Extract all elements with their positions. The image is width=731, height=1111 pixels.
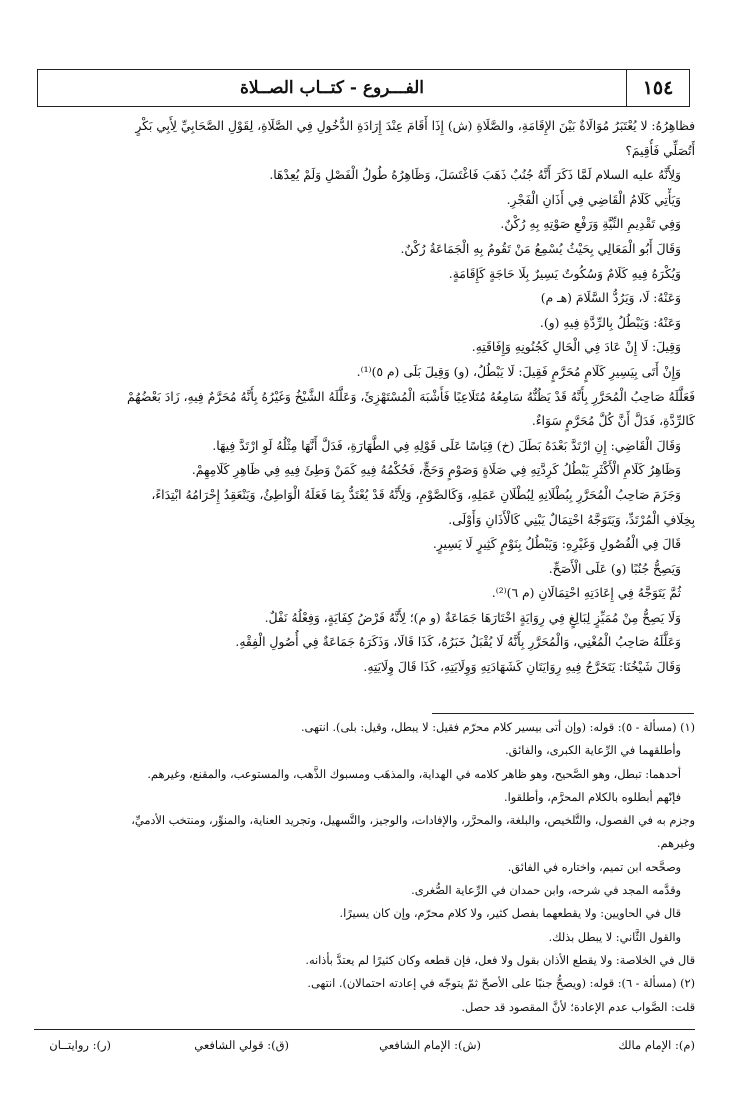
footnote-line: قلت: الصَّواب عدم الإعادة؛ لأنَّ المقصود قد حصل. <box>461 1000 695 1014</box>
legend-shafii-two: (ق): قولي الشافعي <box>194 1038 289 1052</box>
footnote-line: وغيرهم. <box>656 837 695 851</box>
footnote-line: أحدهما: تبطل، وهو الصَّحيح، وهو ظاهر كلامه في الهداية، والمذهَب ومسبوك الذَّهب، والمستوعب، والمقنع، وغيرهم. <box>147 767 681 781</box>
text-line: وَقَالَ الْقَاضِي: إِنِ ارْتَدَّ بَعْدَهُ بَطَلَ (خ) قِيَاسًا عَلَى قَوْلِهِ فِي الطَّهَارَةِ، فَدَلَّ أَنَّهَا مِثْلُهُ لَوِ ارْتَدَّ فِيهَا. <box>212 438 681 453</box>
text-line: وَيَصِحُّ جُنُبًا (و) عَلَى الْأَصَحِّ. <box>548 561 681 576</box>
text-line: وَفِي تَقْدِيمِ النِّيَّةِ وَرَفْعِ صَوْتِهِ بِهِ رُكْنٌ. <box>500 217 681 232</box>
text-line: وَعَلَّلَهُ صَاحِبُ الْمُغْنِي، وَالْمُحَرَّرِ بِأَنَّهُ لَا يُقْبَلُ خَبَرُهُ، كَذَا قَالَا، وَذَكَرَهُ جَمَاعَةٌ فِي أُصُولِ الْفِقْهِ. <box>235 635 681 650</box>
footnote-line: قال في الخلاصة: ولا يقطع الأذان بقول ولا فعل، فإن قطعه وكان كثيرًا لم يعتدَّ بأذانه. <box>305 953 695 967</box>
footnote-line: (١) (مسألة - ٥): قوله: (وإن أتى بيسير كلام محرّم فقيل: لا يبطل، وقيل: بلى). انتهى. <box>300 721 695 734</box>
text-line: وَعَنْهُ: وَيَبْطُلُ بِالرِّدَّةِ فِيهِ (و). <box>539 315 681 330</box>
text-line: وَقِيلَ: لَا إِنْ عَادَ فِي الْحَالِ كَجُنُونِهِ وَإِفَاقَتِهِ. <box>471 340 681 355</box>
text-line: وَظَاهِرُ كَلَامِ الْأَكْثَرِ يَبْطُلُ كَرِدَّتِهِ فِي صَلَاةٍ وَصَوْمٍ وَحَجٍّ، فَحُكْمُهُ فِيهِ كَمَنْ وَطِئَ فِيهِ فِي ظَاهِرِ كَلَامِهِمْ. <box>191 463 681 478</box>
text-line: وَإِنْ أَتَى بِيَسِيرِ كَلَامٍ مُحَرَّمٍ فَقِيلَ: لَا يَبْطُلُ، (و) وَقِيلَ بَلَى (م ٥)⁽¹⁾. <box>356 364 681 379</box>
footnote-line: فإنّهم أبطلوه بالكلام المحرَّم، وأطلقوا. <box>503 790 681 804</box>
footnote-line: وقدَّمه المجد في شرحه، وابن حمدان في الرِّعاية الصُّغرى. <box>411 884 681 898</box>
footnote-line: (٢) (مسألة - ٦): قوله: (ويصحُّ جنبًا على الأصحّ ثمّ يتوجّه في إعادته احتمالان). انتهى. <box>307 977 695 991</box>
text-line: فَعَلَّلَهُ صَاحِبُ الْمُحَرَّرِ بِأَنَّهُ قَدْ يَظُنُّهُ سَامِعُهُ مُتَلَاعِبًا فَأَشْبَهَ الْمُسْتَهْزِئَ، وَعَلَّلَهُ الشَّيْخُ وَغَيْرُهُ بِأَنَّهُ مُحَرَّمٌ فِيهِ، زَادَ بَعْضُهُمْ <box>126 389 695 404</box>
page-header <box>37 69 690 107</box>
text-line: وَجَزَمَ صَاحِبُ الْمُحَرَّرِ بِبُطْلَانِهِ لِبُطْلَانِ عَمَلِهِ، وَكَالصَّوْمِ، وَلِأَنَّهُ قَدْ يُعْتَدُّ بِمَا فَعَلَهُ الْوَاطِئُ، وَيَنْعَقِدُ إِحْرَامُهُ ابْتِدَاءً، <box>151 487 681 502</box>
text-line: وَعَنْهُ: لَا، وَيَرُدُّ السَّلَامَ (هـ م) <box>540 291 681 306</box>
footnotes <box>34 716 695 1019</box>
page-number: ١٥٤ <box>626 70 689 106</box>
text-line: فظاهِرُهُ: لا يُعْتَبَرُ مُوَالَاةٌ بَيْنَ الإِقَامَةِ، والصَّلَاةِ (ش) إِذَا أَقَامَ عِنْدَ إِرَادَةِ الدُّخُولِ فِي الصَّلَاةِ، لِقَوْلِ الصَّحَابِيِّ لِأَبِي بَكْرٍ <box>135 119 695 133</box>
footnote-line: والقول الثَّاني: لا يبطل بذلك. <box>548 930 681 944</box>
text-line: كَالرِّدَّةِ، فَدَلَّ أَنَّ كُلَّ مُحَرَّمٍ سَوَاءٌ. <box>531 414 695 429</box>
section-title: الفـــروع - كتــاب الصــلاة <box>239 78 424 98</box>
footnote-line: وجزم به في الفصول، والتَّلخيص، والبلغة، والمحرَّر، والإفادات، والوجيز، والتَّسهيل، وتجريد العناية، والمنوِّر، ومنتخب الأدميِّ، <box>131 814 695 828</box>
footnote-divider <box>432 713 694 714</box>
footnote-line: وصحَّحه ابن تميم، واختاره في الفائق. <box>507 860 681 874</box>
text-line: وَلِأَنَّهُ عليه السلام لَمَّا ذَكَرَ أَنَّهُ جُنُبٌ ذَهَبَ فَاغْتَسَلَ، وَظَاهِرُهُ طُولُ الْفَصْلِ وَلَمْ يُعِدْهَا. <box>269 168 681 183</box>
text-line: بِخِلَافِ الْمُرْتَدِّ، وَيَتَوَجَّهُ احْتِمَالٌ يَبْنِي كَالْأَذَانِ وَأَوْلَى. <box>448 512 695 527</box>
legend-divider <box>34 1029 695 1030</box>
text-line: وَيَأْتِي كَلَامُ الْقَاضِي فِي أَذَانِ الْفَجْرِ. <box>506 192 681 207</box>
main-text <box>34 114 695 680</box>
text-line: وَلَا يَصِحُّ مِنْ مُمَيِّزٍ لِبَالِغٍ فِي رِوَايَةٍ اخْتَارَهَا جَمَاعَةٌ (و م)؛ لِأَنَّهُ فَرْضُ كِفَايَةٍ، وَفِعْلُهُ نَفْلٌ. <box>264 610 681 625</box>
text-line: أَتُصَلِّي فَأُقِيمَ؟ <box>625 143 695 158</box>
text-line: وَيُكْرَهُ فِيهِ كَلَامٌ وَسُكُوتٌ يَسِيرٌ بِلَا حَاجَةٍ كَإِقَامَةٍ. <box>448 266 681 281</box>
text-line: ثُمَّ يَتَوَجَّهُ فِي إِعَادَتِهِ احْتِمَالَانِ (م ٦)⁽²⁾. <box>491 586 681 601</box>
legend-malik: (م): الإمام مالك <box>618 1038 695 1052</box>
text-line: وَقَالَ شَيْخُنَا: يَتَخَرَّجُ فِيهِ رِوَايَتَانِ كَشَهَادَتِهِ وَوِلَايَتِهِ، كَذَا قَالَ وِلَايَتِهِ. <box>363 660 681 675</box>
footnote-line: وأطلقهما في الرِّعاية الكبرى، والفائق. <box>505 744 681 758</box>
text-line: وَقَالَ أَبُو الْمَعَالِي بِحَيْثُ يُسْمِعُ مَنْ تَقُومُ بِهِ الْجَمَاعَةُ رُكْنٌ. <box>400 241 681 256</box>
footnote-line: قال في الحاويين: ولا يقطعهما بفصل كثير، ولا كلام محرّم، وإن كان يسيرًا. <box>339 907 681 921</box>
text-line: قَالَ فِي الْفُصُولِ وَغَيْرِهِ: وَيَبْطُلُ بِنَوْمٍ كَثِيرٍ لَا يَسِيرٍ. <box>432 537 681 552</box>
legend-shafii: (ش): الإمام الشافعي <box>379 1038 481 1052</box>
legend-two-narrations: (ر): روايتــان <box>49 1038 111 1052</box>
